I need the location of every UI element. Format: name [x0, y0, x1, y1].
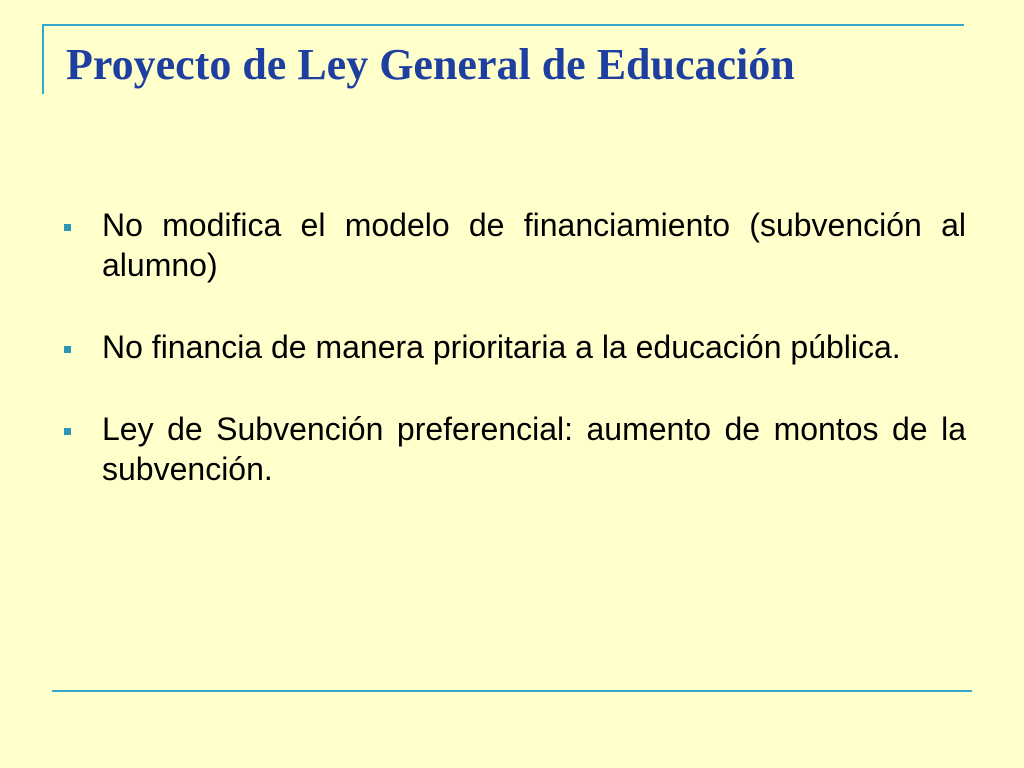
bullet-item — [62, 327, 966, 367]
square-bullet-icon — [64, 224, 71, 231]
top-border-line — [42, 24, 964, 26]
bottom-border-line — [52, 690, 972, 692]
slide-title: Proyecto de Ley General de Educación — [66, 40, 795, 89]
bullet-text: Ley de Subvención preferencial: aumento de montos de la subvención. — [102, 411, 966, 487]
bullet-item — [62, 205, 966, 285]
bullet-text: No financia de manera prioritaria a la educación pública. — [102, 329, 901, 365]
square-bullet-icon — [64, 346, 71, 353]
bullet-item — [62, 409, 966, 489]
bullet-text: No modifica el modelo de financiamiento (subvención al alumno) — [102, 207, 966, 283]
bullet-list — [62, 205, 966, 531]
left-border-line — [42, 24, 44, 94]
square-bullet-icon — [64, 428, 71, 435]
